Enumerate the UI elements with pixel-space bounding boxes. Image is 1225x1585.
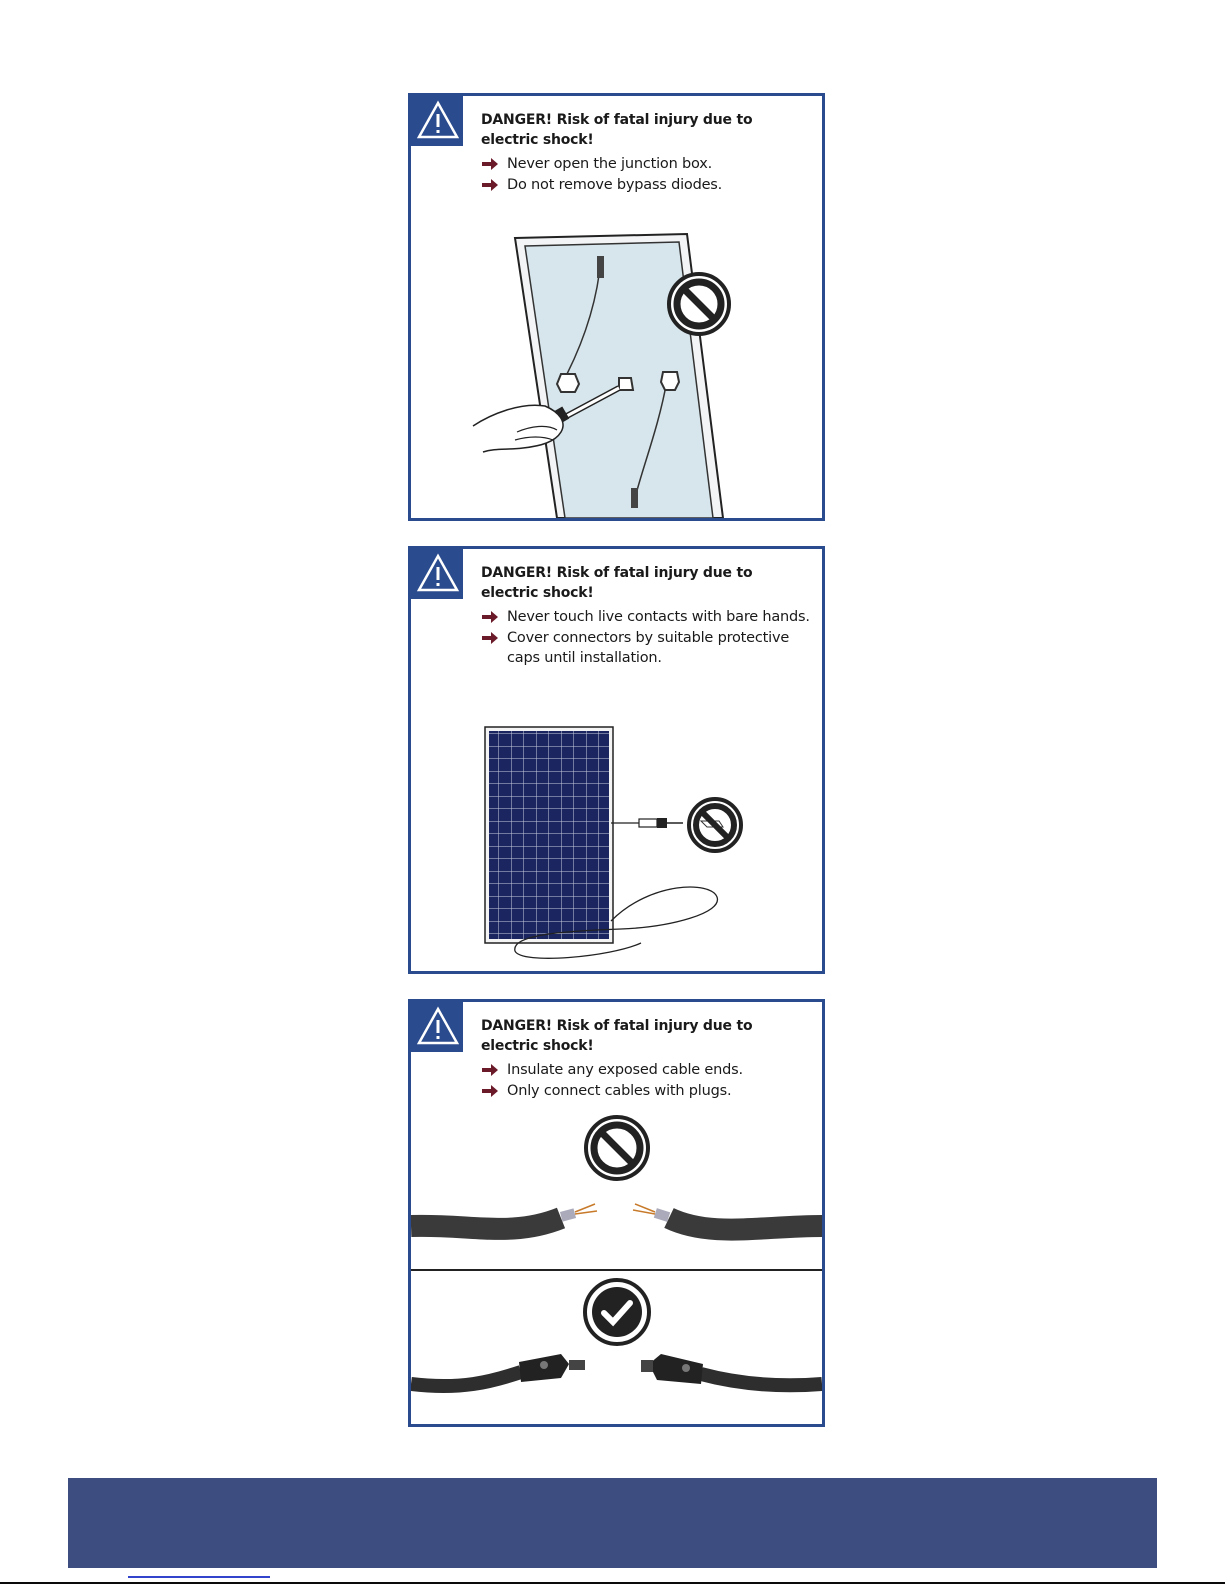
prohibited-icon	[586, 1117, 648, 1179]
section-divider	[411, 1269, 822, 1271]
arrow-right-icon	[481, 1063, 499, 1077]
warning-triangle-icon	[411, 1002, 463, 1052]
danger-heading: DANGER! Risk of fatal injury due to electric shock!	[481, 112, 753, 148]
warning-triangle-icon	[411, 549, 463, 599]
instruction-item: Insulate any exposed cable ends.	[481, 1060, 811, 1081]
prohibited-icon	[669, 274, 729, 334]
footer-bar	[68, 1478, 1157, 1568]
arrow-right-icon	[481, 178, 499, 192]
danger-heading: DANGER! Risk of fatal injury due to electric shock!	[481, 1018, 753, 1054]
danger-panel-live-contacts	[408, 546, 825, 974]
solar-module-illustration	[411, 721, 822, 973]
danger-panel-cable-ends	[408, 999, 825, 1427]
arrow-right-icon	[481, 631, 499, 645]
instruction-list	[481, 607, 811, 669]
instruction-item: Do not remove bypass diodes.	[481, 175, 811, 196]
checkmark-icon	[585, 1280, 649, 1344]
arrow-right-icon	[481, 157, 499, 171]
instruction-list	[481, 154, 811, 195]
danger-panel-junction-box	[408, 93, 825, 521]
footer-link-underline[interactable]	[128, 1576, 270, 1578]
instruction-item: Never touch live contacts with bare hands.	[481, 607, 811, 628]
warning-triangle-icon	[411, 96, 463, 146]
prohibited-icon	[689, 799, 741, 851]
danger-heading: DANGER! Risk of fatal injury due to electric shock!	[481, 565, 753, 601]
plugged-cables-illustration	[411, 1272, 822, 1424]
instruction-item: Never open the junction box.	[481, 154, 811, 175]
arrow-right-icon	[481, 1084, 499, 1098]
instruction-item: Only connect cables with plugs.	[481, 1081, 811, 1102]
page-bottom-rule	[0, 1582, 1225, 1584]
exposed-cables-illustration	[411, 1114, 822, 1268]
junction-box-illustration	[411, 226, 822, 518]
instruction-item: Cover connectors by suitable protective caps until installation.	[481, 628, 811, 669]
arrow-right-icon	[481, 610, 499, 624]
instruction-list	[481, 1060, 811, 1101]
